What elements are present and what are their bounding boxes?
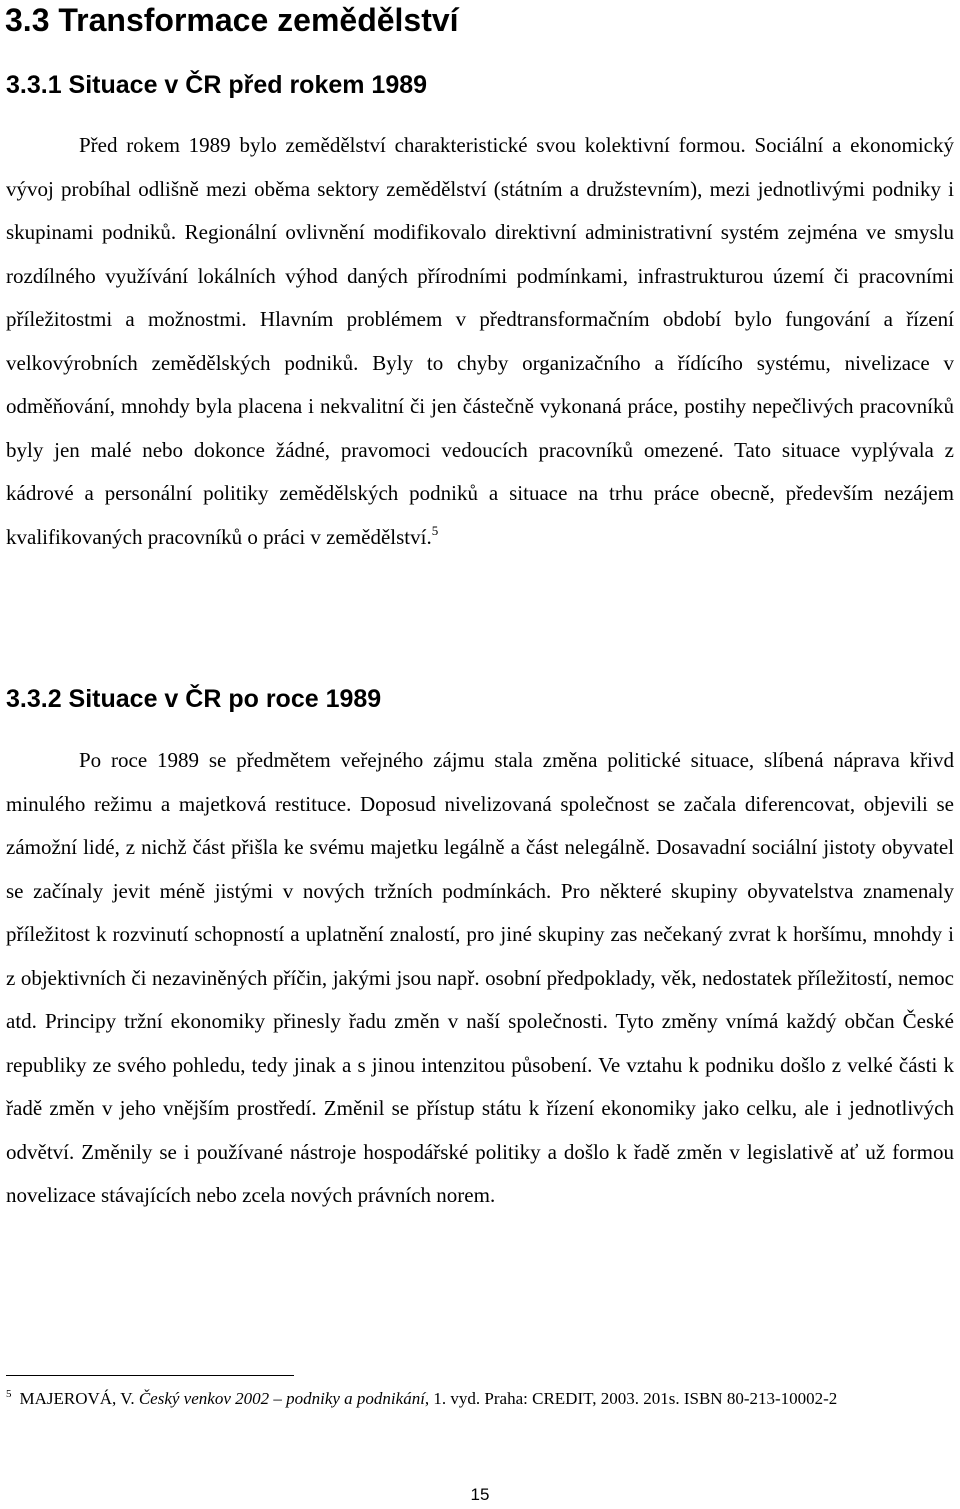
paragraph-after-1989: Po roce 1989 se předmětem veřejného zájmu stala změna politické situace, slíbená náprava křivd minulého režimu a majetková restituce. Doposud nivelizovaná společnost se začala diferencovat, objevili se zámožní lidé, z nichž část přišla ke svému majetku legálně a část nelegálně. Dosavadní sociální jistoty obyvatel se začínaly jevit méně jistými v nových tržních podmínkách. Pro některé skupiny obyvatelstva znamenaly příležitost k rozvinutí schopností a uplatnění znalostí, pro jiné skupiny zas nečekaný zvrat k horšímu, mnohdy i z objektivních či nezaviněných příčin, jakými jsou např. osobní předpoklady, věk, nedostatek příležitostí, nemoc atd. Principy tržní ekonomiky přinesly řadu změn v naší společnosti. Tyto změny vnímá každý občan České republiky ze svého pohledu, tedy jinak a s jinou intenzitou působení. Ve vztahu k podniku došlo z velké části k řadě změn v jeho vnějším prostředí. Změnil se přístup státu k řízení ekonomiky jako celku, ale i jednotlivých odvětví. Změnily se i používané nástroje hospodářské politiky a došlo k řadě změn v legislativě ať už formou novelizace stávajících nebo zcela nových právních norem. xyxy=(6,748,954,1207)
paragraph-text: Před rokem 1989 bylo zemědělství charakteristické svou kolektivní formou. Sociální a ekonomický vývoj probíhal odlišně mezi oběma sektory zemědělství (státním a družstevním), mezi jednotlivými podniky i skupinami podniků. Regionální ovlivnění modifikovalo direktivní administrativní systém zejména ve smyslu rozdílného využívání lokálních výhod daných přírodními podmínkami, infrastrukturou území či pracovními příležitostmi a možnostmi. Hlavním problémem v předtransformačním období bylo fungování a řízení velkovýrobních zemědělských podniků. Byly to chyby organizačního a řídícího systému, nivelizace v odměňování, mnohdy byla placena i nekvalitní či jen částečně vykonaná práce, postihy nepečlivých pracovníků byly jen malé nebo dokonce žádné, pravomoci vedoucích pracovníků omezené. Tato situace vyplývala z kádrové a personální politiky zemědělských podniků a situace na trhu práce obecně, především nezájem kvalifikovaných pracovníků o práci v zemědělství. xyxy=(6,133,954,549)
footnote-number: 5 xyxy=(6,1388,12,1400)
section-heading: 3.3 Transformace zemědělství xyxy=(5,2,459,38)
subsection-heading-before-1989: 3.3.1 Situace v ČR před rokem 1989 xyxy=(6,71,428,99)
footnote-author: MAJEROVÁ, V. xyxy=(19,1389,135,1408)
footnote-title: Český venkov 2002 – podniky a podnikání xyxy=(138,1389,425,1408)
paragraph-before-1989 xyxy=(6,124,954,559)
footnote xyxy=(6,1384,954,1413)
footnote-publication: , 1. vyd. Praha: CREDIT, 2003. 201s. ISBN 80-213-10002-2 xyxy=(424,1389,838,1408)
footnote-divider xyxy=(6,1375,294,1376)
subsection-heading-after-1989: 3.3.2 Situace v ČR po roce 1989 xyxy=(6,685,382,713)
footnote-reference[interactable]: 5 xyxy=(431,522,439,538)
page-number: 15 xyxy=(470,1485,490,1504)
